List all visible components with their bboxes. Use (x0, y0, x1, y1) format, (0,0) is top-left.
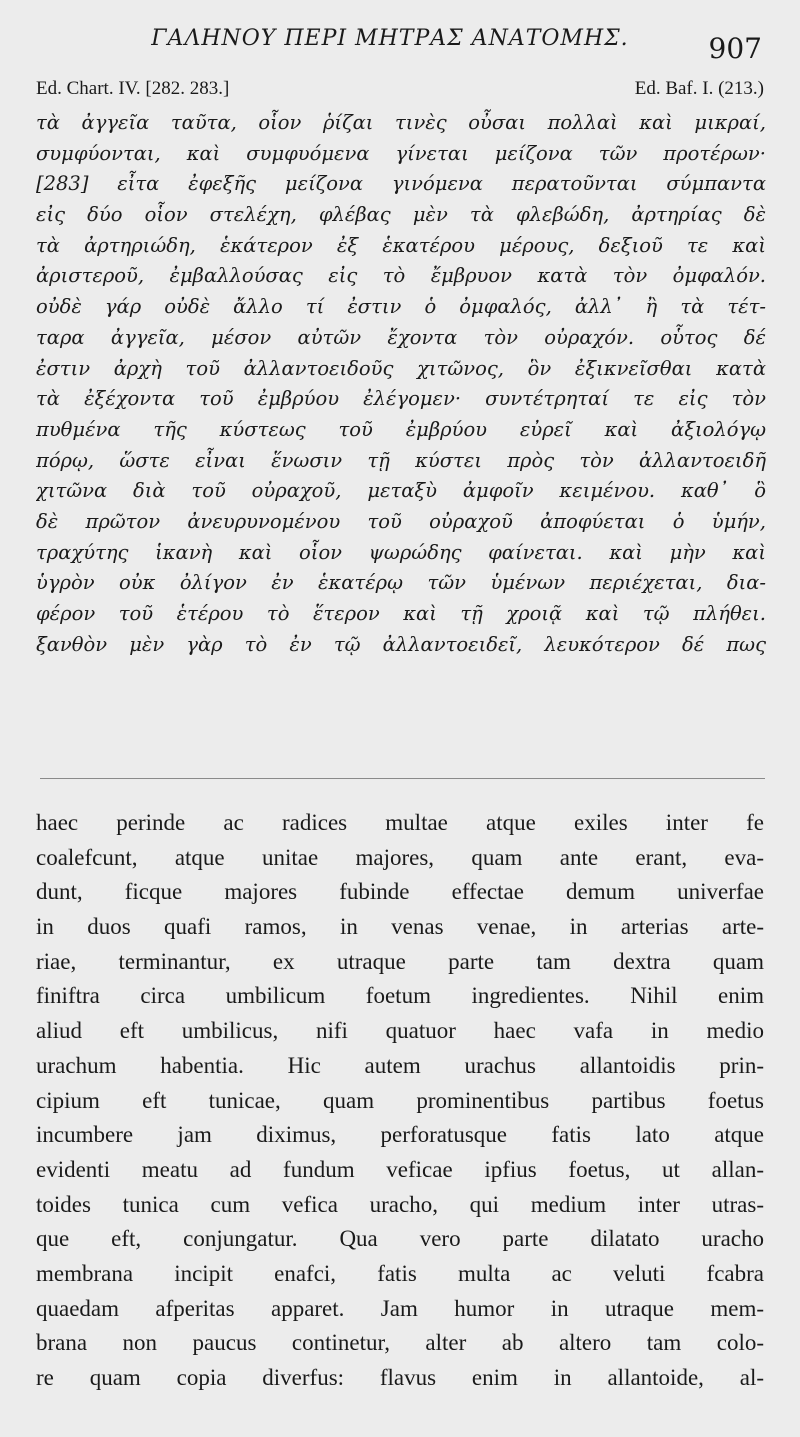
latin-text-line: aliud eft umbilicus, nifi quatuor haec vafa in medio (36, 1018, 764, 1044)
latin-text-line: toides tunica cum vefica uracho, qui medium inter utras- (36, 1191, 764, 1217)
greek-text-line: οὐδὲ γάρ οὐδὲ ἄλλο τί ἐστιν ὁ ὀμφαλός, ἀλλ᾿ ἢ τὰ τέτ- (36, 295, 766, 319)
greek-text-line: δὲ πρῶτον ἀνευρυνομένου τοῦ οὐραχοῦ ἀποφύεται ὁ ὑμήν, (36, 509, 766, 533)
greek-text-line: ὑγρὸν οὐκ ὀλίγον ἐν ἑκατέρῳ τῶν ὑμένων περιέχεται, δια- (36, 571, 766, 595)
greek-text-line: τὰ ἀρτηριώδη, ἑκάτερον ἐξ ἑκατέρου μέρους, δεξιοῦ τε καὶ (36, 233, 766, 257)
latin-text-line: riae, terminantur, ex utraque parte tam dextra quam (36, 948, 764, 974)
greek-text-block (36, 108, 766, 660)
greek-text-line: τὰ ἐξέχοντα τοῦ ἐμβρύου ἐλέγομεν· συντέτρηταί τε εἰς τὸν (36, 387, 766, 411)
latin-text-line: cipium eft tunicae, quam prominentibus partibus foetus (36, 1087, 764, 1113)
latin-text-line: urachum habentia. Hic autem urachus allantoidis prin- (36, 1052, 764, 1078)
greek-text-line: ξανθὸν μὲν γὰρ τὸ ἐν τῷ ἀλλαντοειδεῖ, λευκότερον δέ πως (36, 632, 766, 656)
greek-text-line: ταρα ἀγγεῖα, μέσον αὐτῶν ἔχοντα τὸν οὐραχόν. οὗτος δέ (36, 325, 766, 349)
latin-text-line: haec perinde ac radices multae atque exiles inter fe (36, 810, 764, 835)
greek-text-line: τὰ ἀγγεῖα ταῦτα, οἷον ῥίζαι τινὲς οὖσαι πολλαὶ καὶ μικραί, (36, 111, 766, 134)
latin-text-block (36, 806, 764, 1396)
page-number: 907 (708, 32, 762, 65)
greek-text-line: ἐστιν ἀρχὴ τοῦ ἀλλαντοειδοῦς χιτῶνος, ὃν ἐξικνεῖσθαι κατὰ (36, 356, 766, 380)
greek-text-line: χιτῶνα διὰ τοῦ οὐραχοῦ, μεταξὺ ἀμφοῖν κειμένου. καθ᾿ ὃ (36, 479, 766, 503)
latin-text-line: que eft, conjungatur. Qua vero parte dilatato uracho (36, 1226, 764, 1252)
latin-text-line: evidenti meatu ad fundum veficae ipfius foetus, ut allan- (36, 1156, 764, 1182)
greek-text-line: φέρον τοῦ ἑτέρου τὸ ἕτερον καὶ τῇ χροιᾷ καὶ τῷ πλήθει. (36, 602, 766, 625)
latin-text-line: quaedam afperitas apparet. Jam humor in utraque mem- (36, 1295, 764, 1321)
edition-reference-right: Ed. Baf. I. (213.) (634, 78, 764, 99)
greek-text-line: εἰς δύο οἷον στελέχη, φλέβας μὲν τὰ φλεβώδη, ἀρτηρίας δὲ (36, 203, 766, 227)
latin-text-line: re quam copia diverfus: flavus enim in allantoide, al- (36, 1365, 764, 1390)
latin-text-line: coalefcunt, atque unitae majores, quam ante erant, eva- (36, 844, 764, 870)
edition-reference-left: Ed. Chart. IV. [282. 283.] (36, 78, 230, 99)
latin-text-line: incumbere jam diximus, perforatusque fatis lato atque (36, 1122, 764, 1148)
running-title: ΓΑΛΗΝΟΥ ΠΕΡΙ ΜΗΤΡΑΣ ΑΝΑΤΟΜΗΣ. (151, 26, 629, 51)
latin-text-line: finiftra circa umbilicum foetum ingredientes. Nihil enim (36, 983, 764, 1009)
greek-text-line: τραχύτης ἱκανὴ καὶ οἷον ψωρώδης φαίνεται. καὶ μὴν καὶ (36, 540, 766, 564)
section-divider (40, 778, 765, 779)
greek-text-line: πυθμένα τῆς κύστεως τοῦ ἐμβρύου εὐρεῖ καὶ ἀξιολόγῳ (36, 417, 766, 441)
greek-text-line: συμφύονται, καὶ συμφυόμενα γίνεται μείζονα τῶν προτέρων· (36, 141, 766, 165)
latin-text-line: dunt, ficque majores fubinde effectae demum univerfae (36, 879, 764, 905)
greek-text-line: πόρῳ, ὥστε εἶναι ἕνωσιν τῇ κύστει πρὸς τὸν ἀλλαντοειδῆ (36, 448, 766, 472)
greek-text-line: [283] εἶτα ἐφεξῆς μείζονα γινόμενα περατοῦνται σύμπαντα (36, 172, 766, 196)
greek-text-line: ἀριστεροῦ, ἐμβαλλούσας εἰς τὸ ἔμβρυον κατὰ τὸν ὀμφαλόν. (36, 264, 766, 288)
latin-text-line: in duos quafi ramos, in venas venae, in arterias arte- (36, 914, 764, 940)
latin-text-line: brana non paucus continetur, alter ab altero tam colo- (36, 1330, 764, 1356)
latin-text-line: membrana incipit enafci, fatis multa ac veluti fcabra (36, 1260, 764, 1286)
